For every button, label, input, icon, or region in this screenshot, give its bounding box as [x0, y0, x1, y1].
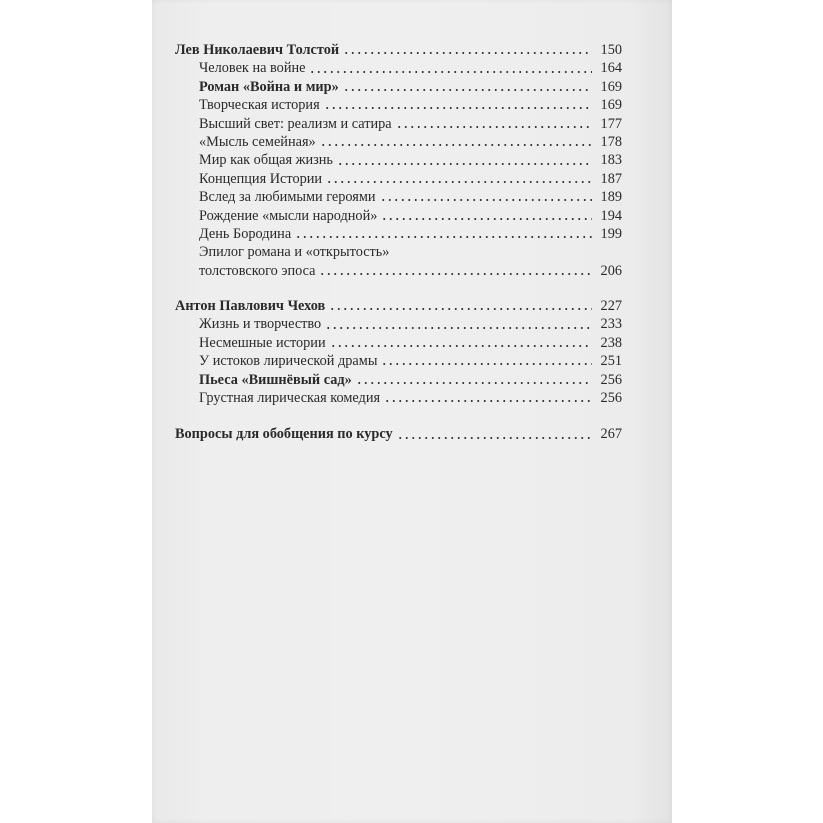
toc-page-number: 251 — [600, 353, 622, 370]
toc-page-number: 256 — [600, 390, 622, 407]
toc-entry-title: Концепция Истории — [199, 170, 323, 187]
dot-leader — [343, 88, 592, 92]
toc-page-number: 178 — [600, 133, 622, 150]
toc-entry-title: День Бородина — [199, 225, 292, 242]
toc-page-number: 177 — [600, 115, 622, 132]
toc-entry-title: Вслед за любимыми героями — [199, 189, 376, 206]
toc-entry[interactable] — [175, 334, 622, 352]
dot-leader — [326, 180, 592, 184]
toc-entry[interactable] — [175, 151, 622, 169]
toc-entry[interactable] — [175, 225, 622, 243]
toc-page-number: 150 — [600, 42, 622, 58]
toc-entry-title: Рождение «мысли народной» — [199, 207, 378, 224]
dot-leader — [337, 162, 592, 166]
dot-leader — [396, 125, 592, 129]
toc-author-chekhov[interactable] — [175, 297, 622, 315]
toc-entry-title-continued: толстовского эпоса — [199, 262, 316, 279]
toc-entry-title: Мир как общая жизнь — [199, 152, 333, 169]
toc-entry-title: Жизнь и творчество — [199, 316, 322, 333]
dot-leader — [309, 70, 592, 74]
dot-leader — [384, 399, 592, 403]
toc-entry[interactable] — [175, 371, 622, 389]
toc-page-number: 233 — [600, 316, 622, 333]
toc-entry-title: Пьеса «Вишнёвый сад» — [199, 371, 352, 388]
toc-entry[interactable] — [175, 207, 622, 225]
toc-page-number: 169 — [600, 78, 622, 95]
dot-leader — [343, 51, 592, 55]
toc-entry[interactable] — [175, 96, 622, 114]
toc-entry-title: Роман «Война и мир» — [199, 78, 339, 95]
toc-entry-title: Высший свет: реализм и сатира — [199, 115, 392, 132]
toc-page-number: 164 — [600, 60, 622, 77]
toc-page-number: 227 — [600, 298, 622, 315]
toc-final-questions[interactable] — [175, 425, 622, 443]
toc-entry-title: Лев Николаевич Толстой — [175, 42, 340, 58]
dot-leader — [329, 307, 592, 311]
dot-leader — [381, 217, 592, 221]
toc-entry-title: У истоков лирической драмы — [199, 353, 378, 370]
toc-entry[interactable] — [175, 78, 622, 96]
toc-entry-title: Эпилог романа и «открытость» — [199, 244, 390, 261]
table-of-contents — [175, 41, 622, 444]
toc-entry-title: Человек на войне — [199, 60, 306, 77]
toc-page-number: 187 — [600, 170, 622, 187]
toc-entry[interactable] — [175, 315, 622, 333]
dot-leader — [330, 344, 592, 348]
toc-entry[interactable] — [175, 352, 622, 370]
dot-leader — [295, 235, 592, 239]
dot-leader — [320, 143, 592, 147]
toc-entry-title: Творческая история — [199, 97, 320, 114]
toc-entry-title: Антон Павлович Чехов — [175, 298, 326, 315]
toc-page-number: 189 — [600, 189, 622, 206]
toc-page-number: 194 — [600, 207, 622, 224]
dot-leader — [356, 381, 592, 385]
toc-author-tolstoy[interactable] — [175, 41, 622, 59]
toc-entry-first-line[interactable] — [175, 243, 622, 261]
toc-entry[interactable] — [175, 133, 622, 151]
toc-page-number: 256 — [600, 371, 622, 388]
toc-entry-title: Несмешные истории — [199, 334, 326, 351]
toc-page-number: 267 — [600, 426, 622, 443]
dot-leader — [325, 326, 592, 330]
toc-entry[interactable] — [175, 59, 622, 77]
toc-entry-title: Вопросы для обобщения по курсу — [175, 426, 393, 443]
toc-entry[interactable] — [175, 262, 622, 280]
dot-leader — [324, 106, 592, 110]
toc-page-number: 206 — [600, 262, 622, 279]
toc-entry-title: Грустная лирическая комедия — [199, 390, 381, 407]
toc-page-number: 199 — [600, 225, 622, 242]
dot-leader — [397, 436, 592, 440]
toc-page-number: 238 — [600, 334, 622, 351]
toc-page-number: 169 — [600, 97, 622, 114]
toc-entry[interactable] — [175, 188, 622, 206]
dot-leader — [380, 198, 592, 202]
toc-entry[interactable] — [175, 389, 622, 407]
toc-entry[interactable] — [175, 115, 622, 133]
dot-leader — [319, 272, 592, 276]
toc-entry-title: «Мысль семейная» — [199, 133, 316, 150]
toc-page-number: 183 — [600, 152, 622, 169]
dot-leader — [381, 362, 592, 366]
toc-entry[interactable] — [175, 170, 622, 188]
